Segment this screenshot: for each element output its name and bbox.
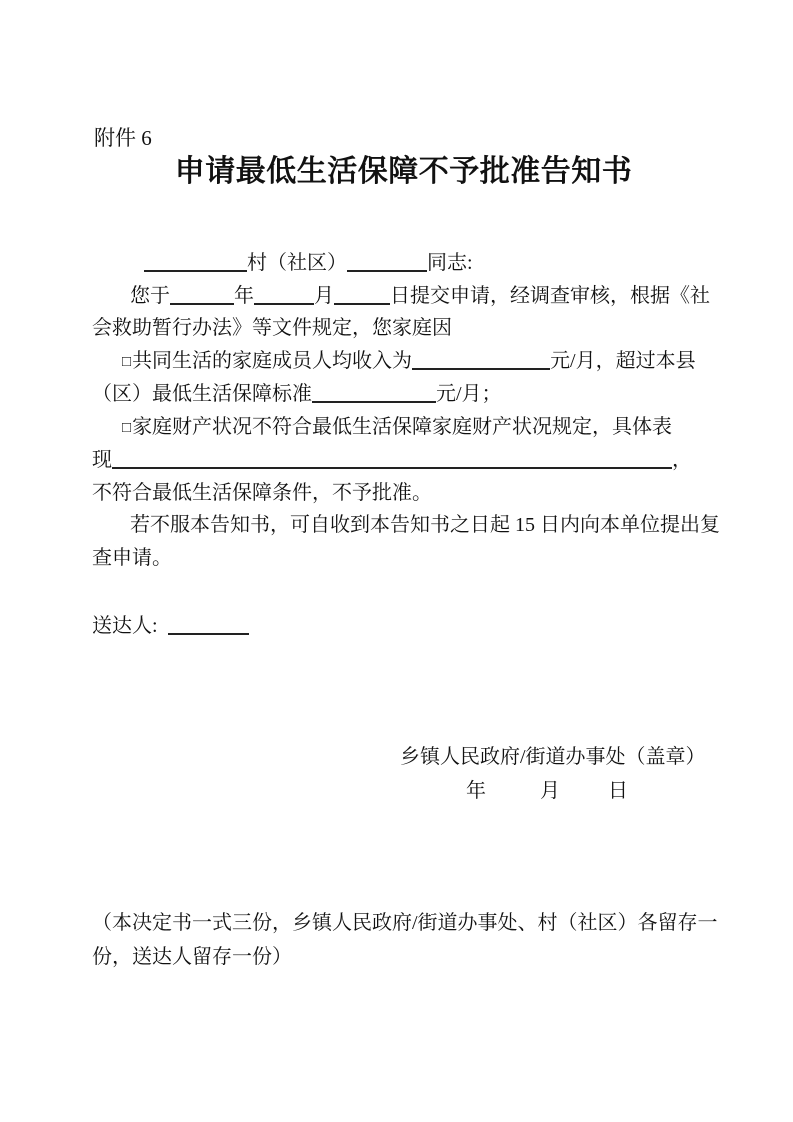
checkbox-unchecked-icon: □ (122, 419, 132, 436)
checkbox-unchecked-icon: □ (122, 353, 132, 370)
signature-block (400, 740, 706, 808)
signature-month-label: 月 (540, 780, 560, 802)
attachment-label: 附件 6 (94, 126, 152, 150)
appeal-line-1 (92, 509, 720, 542)
salutation-line (92, 247, 708, 280)
comrade-name-blank (347, 270, 427, 272)
month-label: 月 (314, 284, 334, 307)
footnote-text-2: 份，送达人留存一份） (92, 946, 292, 968)
property-detail-suffix: ， (672, 449, 692, 471)
conclusion-text: 不符合最低生活保障条件，不予批准。 (92, 481, 432, 504)
income-amount-blank (412, 368, 550, 370)
signature-year-label: 年 (466, 780, 486, 802)
standard-text: （区）最低生活保障标准 (92, 383, 312, 405)
year-blank (170, 303, 234, 305)
year-label: 年 (234, 284, 254, 307)
appeal-text-2: 查申请。 (92, 546, 172, 569)
income-standard-line (92, 378, 708, 411)
signature-date-line (400, 774, 700, 808)
village-name-blank (144, 270, 247, 272)
village-label: 村（社区） (247, 252, 347, 274)
regulation-line (92, 312, 708, 345)
property-detail-line (92, 444, 708, 477)
footnote-text-1: （本决定书一式三份，乡镇人民政府/街道办事处、村（社区）各留存一 (92, 912, 718, 934)
income-text: 共同生活的家庭成员人均收入为 (132, 349, 413, 372)
document-body (92, 247, 720, 574)
property-text: 家庭财产状况不符合最低生活保障家庭财产状况规定，具体表 (132, 415, 673, 438)
application-date-line (92, 280, 708, 313)
footnote-line-2 (92, 940, 752, 974)
applied-prefix: 您于 (130, 284, 170, 307)
income-option-line (92, 345, 708, 379)
deliverer-line (92, 610, 249, 642)
comrade-label: 同志: (427, 252, 473, 274)
regulation-text: 会救助暂行办法》等文件规定，您家庭因 (92, 317, 452, 339)
month-blank (254, 303, 314, 305)
footnote-block (92, 906, 752, 974)
appeal-text-1: 若不服本告知书，可自收到本告知书之日起 15 日内向本单位提出复 (130, 514, 720, 536)
conclusion-line (92, 477, 708, 510)
standard-amount-blank (312, 401, 436, 403)
applied-suffix: 日提交申请，经调查审核，根据《社 (390, 284, 710, 307)
signature-org-line (400, 740, 706, 774)
income-unit: 元/月，超过本县 (550, 349, 696, 372)
signature-day-label: 日 (608, 780, 628, 802)
deliverer-name-blank (168, 633, 249, 635)
document-title: 申请最低生活保障不予批准告知书 (174, 155, 633, 188)
property-option-line (92, 411, 708, 445)
signature-org-label: 乡镇人民政府/街道办事处（盖章） (400, 746, 706, 768)
day-blank (334, 303, 390, 305)
standard-unit: 元/月； (436, 383, 502, 405)
property-detail-blank (112, 467, 672, 469)
deliverer-label: 送达人: (92, 615, 158, 637)
footnote-line-1 (92, 906, 752, 940)
appeal-line-2 (92, 542, 708, 575)
property-detail-prefix: 现 (92, 449, 112, 471)
